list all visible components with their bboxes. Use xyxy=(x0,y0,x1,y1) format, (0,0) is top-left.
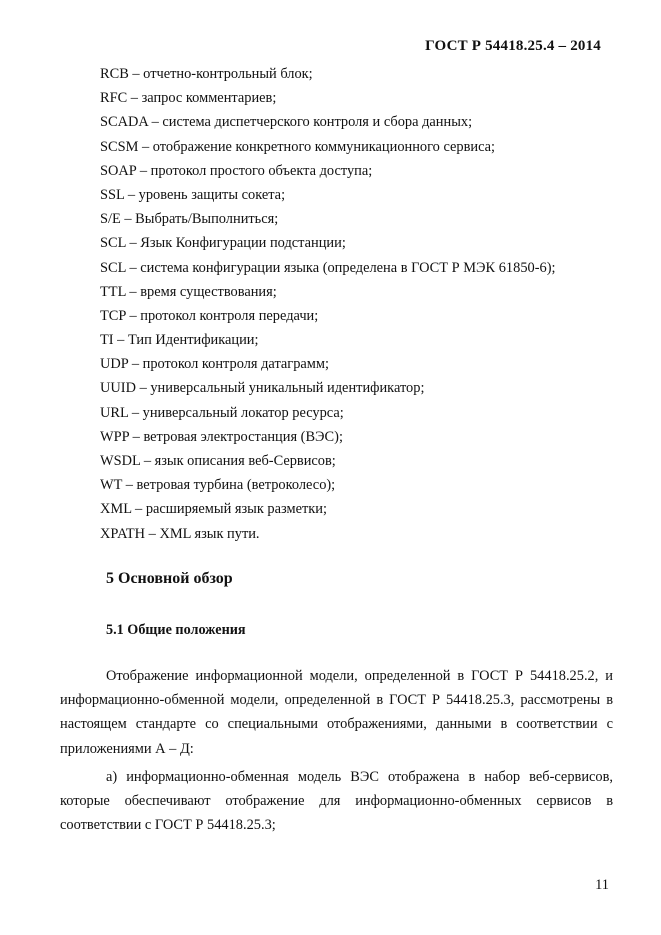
paragraph-text: Отображение информационной модели, определенной в ГОСТ Р 54418.25.2, и информационно-обменной модели, определенной в ГОСТ Р 54418.25.3, рассмотрены в настоящем стандарте со специальными отображениями, данными в соответствии с приложениями А – Д: xyxy=(60,668,613,757)
abbreviation-item: SCL – система конфигурации языка (определена в ГОСТ Р МЭК 61850-6); xyxy=(100,259,556,276)
abbreviation-item: XPATH – XML язык пути. xyxy=(100,525,260,542)
body-paragraph xyxy=(60,664,613,761)
abbreviation-item: SSL – уровень защиты сокета; xyxy=(100,186,286,203)
abbreviation-item: WT – ветровая турбина (ветроколесо); xyxy=(100,477,336,494)
list-paragraph xyxy=(60,765,613,838)
abbreviation-list xyxy=(100,62,620,546)
abbreviation-item: SCL – Язык Конфигурации подстанции; xyxy=(100,235,346,252)
page-number: 11 xyxy=(595,877,609,893)
abbreviation-item: WSDL – язык описания веб-Сервисов; xyxy=(100,453,336,469)
abbreviation-item: UDP – протокол контроля датаграмм; xyxy=(100,356,329,373)
abbreviation-item: UUID – универсальный уникальный идентификатор; xyxy=(100,380,425,397)
abbreviation-item: RCB – отчетно-контрольный блок; xyxy=(100,66,313,82)
abbreviation-item: SCSM – отображение конкретного коммуникационного сервиса; xyxy=(100,138,496,155)
abbreviation-item: RFC – запрос комментариев; xyxy=(100,90,277,107)
paragraph-text: а) информационно-обменная модель ВЭС отображена в набор веб-сервисов, которые обеспечивают отображение для информационно-обменных сервисов в соответствии с ГОСТ Р 54418.25.3; xyxy=(60,769,613,834)
abbreviation-item: S/E – Выбрать/Выполниться; xyxy=(100,211,279,228)
document-header: ГОСТ Р 54418.25.4 – 2014 xyxy=(425,38,601,54)
abbreviation-item: SOAP – протокол простого объекта доступа; xyxy=(100,162,373,179)
abbreviation-item: URL – универсальный локатор ресурса; xyxy=(100,404,344,421)
section-title: 5 Основной обзор xyxy=(106,570,233,587)
abbreviation-item: TTL – время существования; xyxy=(100,283,277,300)
abbreviation-item: XML – расширяемый язык разметки; xyxy=(100,501,327,518)
abbreviation-item: SCADA – система диспетчерского контроля и сбора данных; xyxy=(100,114,473,131)
abbreviation-item: TCP – протокол контроля передачи; xyxy=(100,307,319,324)
abbreviation-item: WPP – ветровая электростанция (ВЭС); xyxy=(100,428,343,445)
abbreviation-item: TI – Тип Идентификации; xyxy=(100,332,259,349)
subsection-title: 5.1 Общие положения xyxy=(106,622,246,638)
